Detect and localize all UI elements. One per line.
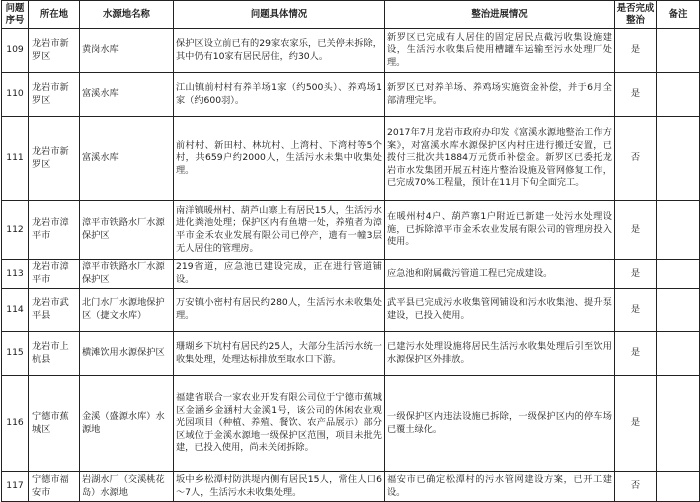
row-progress: 福安市已确定松潭村的污水管网建设方案，已开工建设。 — [385, 472, 615, 502]
header-progress: 整治进展情况 — [385, 1, 615, 29]
row-id: 111 — [2, 117, 29, 201]
header-done: 是否完成整治 — [615, 1, 657, 29]
row-id: 110 — [2, 73, 29, 117]
row-progress: 新罗区已完成有人居住的固定居民点截污收集设施建设，生活污水收集后使用槽罐车运输至污水处理厂处理。 — [385, 29, 615, 73]
row-location: 宁德市蕉城区 — [29, 376, 80, 472]
row-progress: 在暖州村4户、葫芦寨1户附近已新建一处污水处理设施，已拆除漳平市金禾农业发展有限公司的管理房投入使用。 — [385, 201, 615, 260]
table-row — [2, 117, 700, 201]
header-id: 问题序号 — [2, 1, 29, 29]
row-done: 是 — [615, 332, 657, 376]
row-location: 龙岩市武平县 — [29, 289, 80, 332]
table-row — [2, 29, 700, 73]
row-id: 115 — [2, 332, 29, 376]
table-row — [2, 260, 700, 289]
table-row — [2, 472, 700, 502]
row-location: 龙岩市新罗区 — [29, 29, 80, 73]
header-source: 水源地名称 — [80, 1, 174, 29]
row-progress: 武平县已完成污水收集管网铺设和污水收集池、提升泵建设，已投入使用。 — [385, 289, 615, 332]
row-done: 是 — [615, 201, 657, 260]
row-problem: 珊瑚乡下坑村有居民约25人，大部分生活污水统一收集处理，处理达标排放至取水口下游。 — [174, 332, 385, 376]
row-location: 龙岩市漳平市 — [29, 260, 80, 289]
row-note — [657, 201, 700, 260]
row-note — [657, 29, 700, 73]
row-source: 富溪水库 — [80, 117, 174, 201]
table-row — [2, 201, 700, 260]
header-location: 所在地 — [29, 1, 80, 29]
row-note — [657, 332, 700, 376]
row-done: 是 — [615, 376, 657, 472]
row-source: 北门水厂水源地保护区（捷文水库） — [80, 289, 174, 332]
row-done: 是 — [615, 73, 657, 117]
header-problem: 问题具体情况 — [174, 1, 385, 29]
row-source: 漳平市铁路水厂水源保护区 — [80, 201, 174, 260]
row-problem: 219省道，应急池已建设完成，正在进行管道铺设。 — [174, 260, 385, 289]
row-id: 113 — [2, 260, 29, 289]
row-problem: 前村村、新田村、林坑村、上湾村、下湾村等5个村，共659户约2000人，生活污水未集中收集处理。 — [174, 117, 385, 201]
row-problem: 万安镇小密村有居民约280人，生活污水未收集处理。 — [174, 289, 385, 332]
row-location: 宁德市福安市 — [29, 472, 80, 502]
row-problem: 江山镇前村村有养羊场1家（约500头）、养鸡场1家（约600羽）。 — [174, 73, 385, 117]
table-row — [2, 289, 700, 332]
row-location: 龙岩市新罗区 — [29, 117, 80, 201]
row-location: 龙岩市上杭县 — [29, 332, 80, 376]
row-note — [657, 73, 700, 117]
row-progress: 一级保护区内违法设施已拆除，一级保护区内的停车场已覆土绿化。 — [385, 376, 615, 472]
row-id: 117 — [2, 472, 29, 502]
row-progress: 已建污水处理设施将居民生活污水收集处理后引至饮用水源保护区外排放。 — [385, 332, 615, 376]
row-id: 114 — [2, 289, 29, 332]
row-note — [657, 260, 700, 289]
row-id: 109 — [2, 29, 29, 73]
row-done: 否 — [615, 472, 657, 502]
row-problem: 坂中乡松潭村防洪堤内侧有居民15人，常住人口6～7人，生活污水未收集处理。 — [174, 472, 385, 502]
row-location: 龙岩市漳平市 — [29, 201, 80, 260]
row-done: 是 — [615, 289, 657, 332]
row-id: 116 — [2, 376, 29, 472]
table-row — [2, 332, 700, 376]
remediation-table — [1, 0, 700, 502]
row-done: 是 — [615, 29, 657, 73]
row-note — [657, 472, 700, 502]
row-progress: 新罗区已对养羊场、养鸡场实施资金补偿，并于6月全部清理完毕。 — [385, 73, 615, 117]
table-row — [2, 73, 700, 117]
row-problem: 南洋镇暖州村、葫芦山寨上有居民15人，生活污水进化粪池处理；保护区内有鱼塘一处，养殖者为漳平市金禾农业发展有限公司已停产，遗有一幢3层无人居住的管理房。 — [174, 201, 385, 260]
row-problem: 保护区设立前已有的29家农家乐，已关停未拆除，其中仍有10家有居民居住，约30人。 — [174, 29, 385, 73]
row-source: 漳平市铁路水厂水源保护区 — [80, 260, 174, 289]
row-source: 黄岗水库 — [80, 29, 174, 73]
row-note — [657, 117, 700, 201]
row-done: 否 — [615, 117, 657, 201]
row-note — [657, 289, 700, 332]
header-note: 备注 — [657, 1, 700, 29]
row-problem: 福建省联合一家农业开发有限公司位于宁德市蕉城区金涵乡金涵村大金溪1号，该公司的休闲农业观光园项目（种植、养殖、餐饮、农产品展示）部分区域位于金溪水源地一级保护区范围，项目未批先建，已投入使用，尚未关闭拆除。 — [174, 376, 385, 472]
row-source: 富溪水库 — [80, 73, 174, 117]
row-progress: 应急池和附属截污管道工程已完成建设。 — [385, 260, 615, 289]
row-source: 横滩饮用水源保护区 — [80, 332, 174, 376]
row-location: 龙岩市新罗区 — [29, 73, 80, 117]
row-progress: 2017年7月龙岩市政府办印发《富溪水源地整治工作方案》，对富溪水库水源保护区内村庄进行搬迁安置，已拨付三批次共1884万元货币补偿金。新罗区已委托龙岩市水发集团开展五村连片整治设施及管网修复工作，已完成70%工程量，预计在11月下旬全面完工。 — [385, 117, 615, 201]
row-id: 112 — [2, 201, 29, 260]
table-row — [2, 376, 700, 472]
row-source: 金溪（盛源水库）水源地 — [80, 376, 174, 472]
row-done: 是 — [615, 260, 657, 289]
row-source: 岩湖水厂（交溪桃花岛）水源地 — [80, 472, 174, 502]
header-row — [2, 1, 700, 29]
row-note — [657, 376, 700, 472]
